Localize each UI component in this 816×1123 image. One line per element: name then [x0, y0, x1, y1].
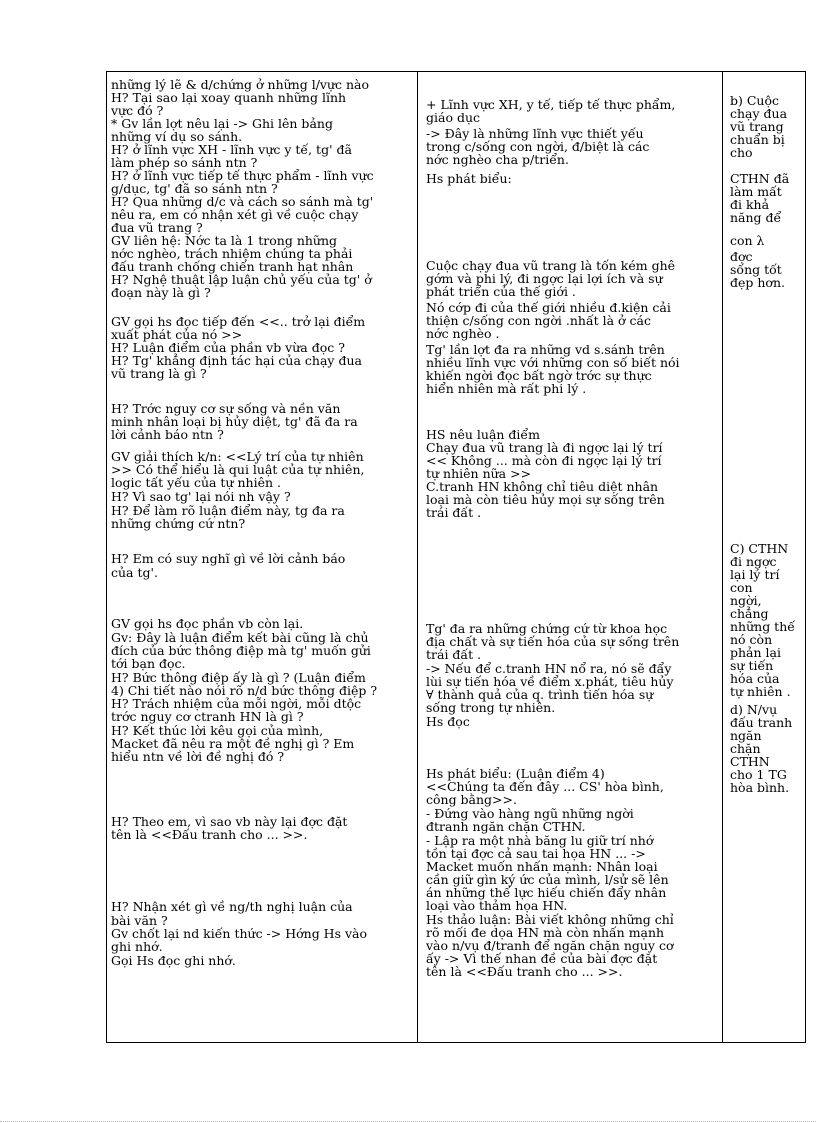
text-line: cho 1 TG [730, 767, 787, 782]
text-line: đi ngợc [730, 554, 777, 569]
text-line: ghi nhớ. [111, 939, 163, 954]
text-line: vào n/vụ đ/tranh để ngăn chặn nguy cơ [426, 938, 674, 953]
text-line: << Không ... mà còn đi ngợc lại lý trí [426, 453, 662, 468]
content-column [730, 72, 802, 1042]
text-line: H? ở lĩnh vực XH - lĩnh vực y tế, tg' đã [111, 142, 352, 157]
text-line: - Lập ra một nhà băng lu giữ trí nhớ [426, 833, 654, 848]
text-line: chạy đua [730, 106, 788, 121]
text-line: Chạy đua vũ trang là đi ngợc lại lý trí [426, 440, 663, 455]
text-line: Gv chốt lại nd kiến thức -> Hớng Hs vào [111, 926, 367, 941]
text-line: tên là <<Đấu tranh cho ... >>. [426, 964, 623, 979]
text-line: bài văn ? [111, 913, 168, 928]
text-line: lời cảnh báo ntn ? [111, 427, 224, 442]
text-line: nhiều lĩnh vực với những con số biết nói [426, 355, 680, 370]
text-line: loại vào thảm họa HN. [426, 898, 568, 913]
text-line: H? Nhận xét gì về ng/th nghị luận của [111, 899, 353, 914]
text-line: H? Để làm rõ luận điểm này, tg đa ra [111, 503, 345, 518]
text-line: <<Chúng ta đến đây ... CS' hòa bình, [426, 779, 664, 794]
text-line: H? Trách nhiệm của mỗi ngời, mỗi dtộc [111, 696, 362, 711]
text-line: H? Qua những d/c và cách so sánh mà tg' [111, 194, 374, 209]
text-line: HS nêu luận điểm [426, 427, 540, 442]
column-divider [417, 72, 418, 1042]
text-line: đợc [730, 249, 753, 264]
text-line: cần giữ gìn ký ức của mình, l/sử sẽ lên [426, 872, 669, 887]
text-line: tới bạn đọc. [111, 656, 186, 671]
text-line: Hs phát biểu: (Luận điểm 4) [426, 766, 605, 781]
text-line: -> Nếu để c.tranh HN nổ ra, nó sẽ đẩy [426, 661, 672, 676]
text-line: đoạn này là gì ? [111, 285, 211, 300]
text-line: trớc nguy cơ ctranh HN là gì ? [111, 709, 304, 724]
text-line: trong c/sống con ngời, đ/biệt là các [426, 139, 650, 154]
text-line: H? Theo em, vì sao vb này lại đợc đặt [111, 814, 348, 829]
text-line: Tg' lần lợt đa ra những vd s.sánh trên [426, 342, 665, 357]
text-line: chuẩn bị [730, 132, 785, 147]
text-line: H? Em có suy nghĩ gì về lời cảnh báo [111, 551, 346, 566]
text-line: -> Đây là những lĩnh vực thiết yếu [426, 126, 644, 141]
text-line: g/dục, tg' đã so sánh ntn ? [111, 181, 278, 196]
text-line: phản lại [730, 645, 781, 660]
text-line: hiển nhiên mà rất phi lý . [426, 381, 587, 396]
text-line: H? Vì sao tg' lại nói nh vậy ? [111, 489, 291, 504]
text-line: Hs phát biểu: [426, 171, 512, 186]
page-bottom-rule [0, 1121, 816, 1122]
text-line: loại mà còn tiêu hủy mọi sự sống trên [426, 492, 665, 507]
text-line: của tg'. [111, 565, 158, 580]
text-line: b) Cuộc [730, 93, 779, 108]
text-line: chặn [730, 741, 761, 756]
text-line: H? Trớc nguy cơ sự sống và nền văn [111, 401, 341, 416]
text-line: đấu tranh [730, 715, 793, 730]
text-line: con [730, 580, 753, 595]
text-line: đtranh ngăn chặn CTHN. [426, 819, 586, 834]
text-line: thiện c/sống con ngời .nhất là ở các [426, 313, 651, 328]
text-line: làm mất [730, 184, 782, 199]
text-line: 4) Chi tiết nào nói rõ n/d bức thông điệp ? [111, 683, 378, 698]
text-line: rõ mối đe dọa HN mà còn nhấn mạnh [426, 925, 665, 940]
text-line: H? Nghệ thuật lập luận chủ yếu của tg' ở [111, 272, 372, 287]
text-line: GV gọi hs đọc phần vb còn lại. [111, 616, 304, 631]
text-line: Tg' đa ra những chứng cứ từ khoa học [426, 621, 668, 636]
text-line: trái đất . [426, 505, 482, 520]
text-line: - Đứng vào hàng ngũ những ngời [426, 806, 634, 821]
text-line: nêu ra, em có nhận xét gì về cuộc chạy [111, 207, 359, 222]
text-line: những thế [730, 619, 795, 634]
text-line: lùi sự tiến hóa về điểm x.phát, tiêu hủy [426, 674, 674, 689]
text-line: năng để [730, 210, 782, 225]
text-line: sự tiến [730, 658, 774, 673]
text-line: Nó cớp đi của thế giới nhiều đ.kiện cải [426, 300, 671, 315]
text-line: d) N/vụ [730, 702, 778, 717]
text-line: đua vũ trang ? [111, 220, 203, 235]
text-line: logic tất yếu của tự nhiên . [111, 475, 281, 490]
text-line: H? Luận điểm của phần vb vừa đọc ? [111, 340, 345, 355]
text-line: >> Có thể hiểu là qui luật của tự nhiên, [111, 462, 365, 477]
text-line: đích của bức thông điệp mà tg' muốn gửi [111, 643, 371, 658]
student-activity-column [426, 72, 724, 1042]
text-line: minh nhân loại bị hủy diệt, tg' đã đa ra [111, 414, 358, 429]
text-line: + Lĩnh vực XH, y tế, tiếp tế thực phẩm, [426, 97, 676, 112]
text-line: nớc nghèo cha p/triển. [426, 152, 569, 167]
text-line: đấu tranh chống chiến tranh hạt nhân [111, 259, 354, 274]
text-line: Hs đọc [426, 714, 470, 729]
text-line: * Gv lần lợt nêu lại -> Ghi lên bảng [111, 116, 333, 131]
text-line: hiểu ntn về lời đề nghị đó ? [111, 749, 285, 764]
text-line: xuất phát của nó >> [111, 327, 243, 342]
text-line: địa chất và sự tiến hóa của sự sống trên [426, 634, 680, 649]
text-line: ấy -> Vì thế nhan đề của bài đợc đặt [426, 951, 658, 966]
text-line: khiến ngời đọc bất ngờ trớc sự thực [426, 368, 652, 383]
text-line: công bằng>>. [426, 792, 517, 807]
text-line: đẹp hơn. [730, 275, 785, 290]
text-line: GV giải thích k/n: <<Lý trí của tự nhiên [111, 449, 364, 464]
text-line: Macket đã nêu ra một đề nghị gì ? Em [111, 736, 355, 751]
text-line: ∀ thành quả của q. trình tiến hóa sự [426, 687, 654, 702]
text-line: H? Tg' khẳng định tác hại của chạy đua [111, 353, 362, 368]
text-line: CTHN đã [730, 171, 790, 186]
text-line: nớc nghèo . [426, 326, 500, 341]
text-line: cho [730, 145, 753, 160]
text-line: làm phép so sánh ntn ? [111, 155, 258, 170]
text-line: Hs thảo luận: Bài viết không những chỉ [426, 912, 674, 927]
text-line: nớc nghèo, trách nhiệm chúng ta phải [111, 246, 353, 261]
text-line: những lý lẽ & d/chứng ở những l/vực nào [111, 77, 370, 92]
text-line: chẳng [730, 606, 769, 621]
text-line: vực đó ? [111, 103, 164, 118]
text-line: hòa bình. [730, 780, 790, 795]
text-line: GV gọi hs đọc tiếp đến <<.. trở lại điểm [111, 314, 366, 329]
teacher-activity-column [111, 72, 416, 1042]
text-line: tên là <<Đấu tranh cho ... >>. [111, 827, 308, 842]
text-line: tự nhiên . [730, 684, 791, 699]
text-line: giáo dục [426, 110, 481, 125]
text-line: nó còn [730, 632, 773, 647]
text-line: H? Bức thông điệp ấy là gì ? (Luận điểm [111, 670, 366, 685]
text-line: sống tốt [730, 262, 782, 277]
text-line: Macket muốn nhấn mạnh: Nhân loại [426, 859, 658, 874]
text-line: H? ở lĩnh vực tiếp tế thực phẩm - lĩnh vực [111, 168, 374, 183]
text-line: những ví dụ so sánh. [111, 129, 243, 144]
text-line: Cuộc chạy đua vũ trang là tốn kém ghê [426, 258, 676, 273]
text-line: CTHN [730, 754, 770, 769]
text-line: trái đất . [426, 647, 482, 662]
text-line: vũ trang [730, 119, 784, 134]
text-line: H? Tại sao lại xoay quanh những lĩnh [111, 90, 347, 105]
text-line: H? Kết thúc lời kêu gọi của mình, [111, 723, 324, 738]
text-line: ngăn [730, 728, 762, 743]
lesson-table [106, 71, 806, 1043]
text-line: tồn tại đợc cả sau tai họa HN ... -> [426, 846, 646, 861]
text-line: những chứng cứ ntn? [111, 516, 246, 531]
text-line: gớm và phi lý, đi ngợc lại lợi ích và sự [426, 271, 663, 286]
text-line: án những thế lực hiếu chiến đẩy nhân [426, 885, 667, 900]
text-line: C) CTHN [730, 541, 789, 556]
text-line: sống trong tự nhiên. [426, 700, 556, 715]
text-line: phát triển của thế giới . [426, 284, 576, 299]
text-line: đi khả [730, 197, 770, 212]
text-line: vũ trang là gì ? [111, 366, 207, 381]
text-line: lại lý trí [730, 567, 780, 582]
text-line: C.tranh HN không chỉ tiêu diệt nhân [426, 479, 659, 494]
text-line: hóa của [730, 671, 780, 686]
text-line: tự nhiên nữa >> [426, 466, 532, 481]
text-line: Gv: Đây là luận điểm kết bài cũng là chủ [111, 630, 369, 645]
text-line: con λ [730, 233, 765, 248]
text-line: ngời, [730, 593, 762, 608]
text-line: GV liên hệ: Nớc ta là 1 trong những [111, 233, 338, 248]
text-line: Gọi Hs đọc ghi nhớ. [111, 953, 236, 968]
